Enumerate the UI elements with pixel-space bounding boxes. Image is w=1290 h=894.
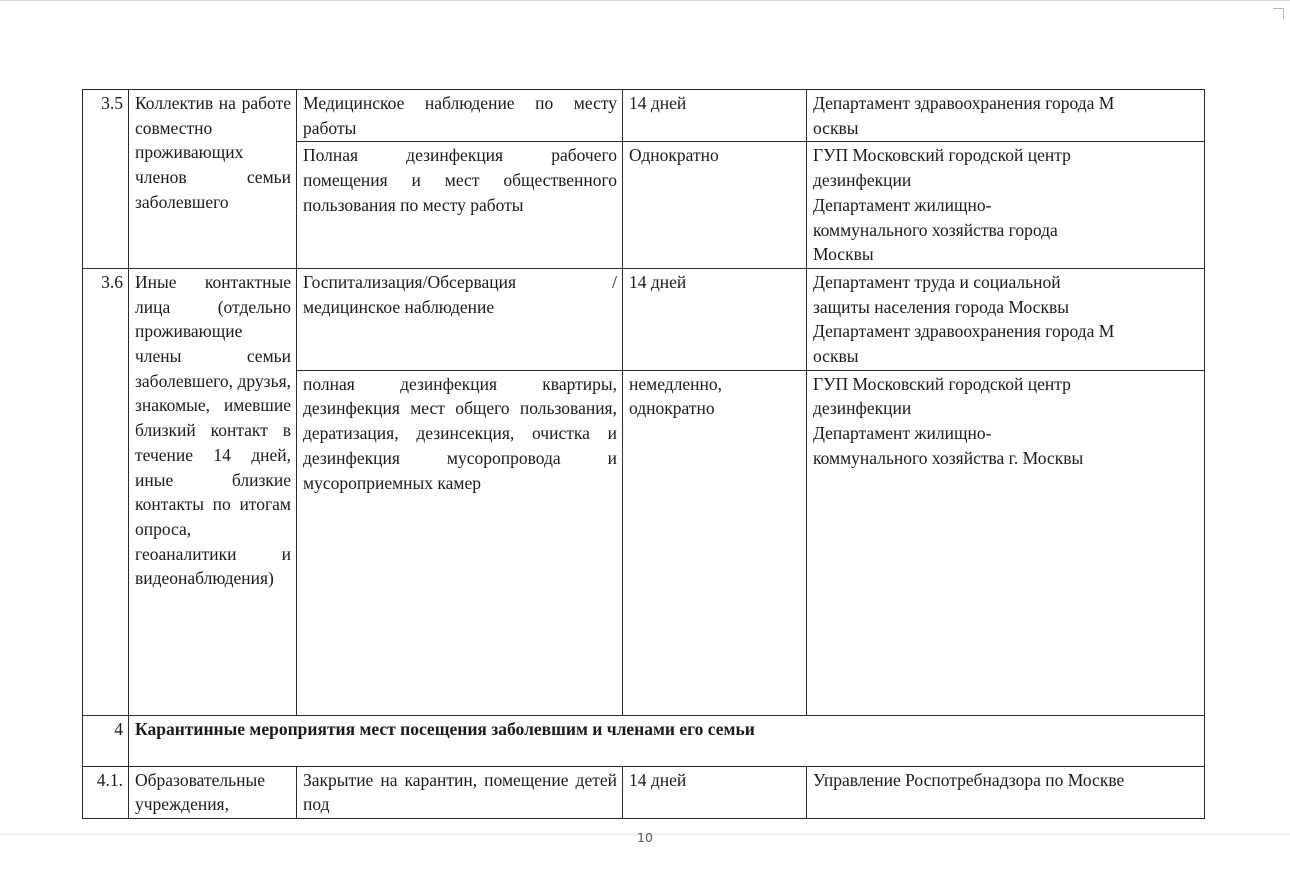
responsible-line: дезинфекции xyxy=(813,170,912,191)
table-row xyxy=(83,766,1205,818)
contact-group-cell: Иные контактные лица (отдельно проживающие члены семьи заболевшего, друзья, знакомые, имевшие близкий контакт в течение 14 дней, иные близкие контакты по итогам опроса, геоаналитики и видеонаблюдения) xyxy=(129,268,297,715)
term-cell: Однократно xyxy=(623,142,807,269)
responsible-line: ГУП Московский городской центр xyxy=(813,373,1071,394)
responsible-line: дезинфекции xyxy=(813,398,912,419)
responsible-line: защиты населения города Москвы xyxy=(813,296,1069,317)
term-cell: 14 дней xyxy=(623,268,807,370)
measure-cell: Полная дезинфекция рабочего помещения и мест общественного пользования по месту работы xyxy=(297,142,623,269)
responsible-line: Департамент труда и социальной xyxy=(813,271,1061,292)
table-row xyxy=(83,268,1205,370)
responsible-line: коммунального хозяйства города xyxy=(813,219,1058,240)
term-cell: 14 дней xyxy=(623,90,807,142)
measure-cell: Медицинское наблюдение по месту работы xyxy=(297,90,623,142)
responsible-cell xyxy=(807,370,1205,715)
responsible-cell xyxy=(807,90,1205,142)
section-number: 4 xyxy=(83,715,129,766)
section-heading: Карантинные мероприятия мест посещения заболевшим и членами его семьи xyxy=(129,715,1205,766)
responsible-cell xyxy=(807,268,1205,370)
measure-cell: Госпитализация/Обсервация /медицинское наблюдение xyxy=(297,268,623,370)
scan-corner-mark xyxy=(1273,8,1284,19)
section-heading-row xyxy=(83,715,1205,766)
responsible-line: ГУП Московский городской центр xyxy=(813,145,1071,166)
measure-cell: Закрытие на карантин, помещение детей под xyxy=(297,766,623,818)
table-row xyxy=(83,90,1205,142)
row-number: 4.1. xyxy=(83,766,129,818)
term-cell: немедленно, однократно xyxy=(623,370,807,715)
row-number: 3.5 xyxy=(83,90,129,269)
responsible-line: осквы xyxy=(813,346,859,367)
responsible-cell: Управление Роспотребнадзора по Москве xyxy=(807,766,1205,818)
responsible-line: осквы xyxy=(813,117,859,138)
responsible-line: Департамент здравоохранения города М xyxy=(813,93,1115,113)
responsible-line: Департамент жилищно- xyxy=(813,194,992,215)
responsible-line: Департамент здравоохранения города М xyxy=(813,321,1115,342)
contact-group-cell: Коллектив на работе совместно проживающих членов семьи заболевшего xyxy=(129,90,297,269)
row-number: 3.6 xyxy=(83,268,129,715)
contact-group-cell: Образовательные учреждения, xyxy=(129,766,297,818)
responsible-line: Департамент жилищно- xyxy=(813,423,992,444)
measures-table xyxy=(82,89,1205,819)
responsible-line: коммунального хозяйства г. Москвы xyxy=(813,447,1084,468)
measure-cell: полная дезинфекция квартиры, дезинфекция мест общего пользования, дератизация, дезинсекция, очистка и дезинфекция мусоропровода и мусороприемных камер xyxy=(297,370,623,715)
responsible-line: Москвы xyxy=(813,244,874,265)
page-number: 10 xyxy=(637,830,653,845)
scan-top-edge xyxy=(0,0,1290,1)
term-cell: 14 дней xyxy=(623,766,807,818)
responsible-cell xyxy=(807,142,1205,269)
